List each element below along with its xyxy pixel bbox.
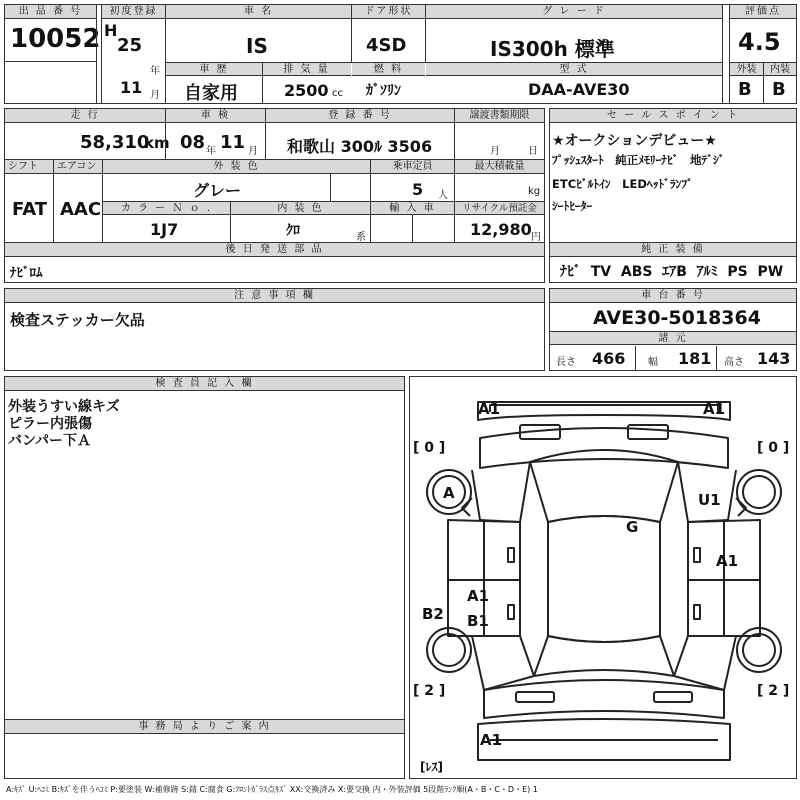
door-type: 4SD xyxy=(366,35,407,56)
chassis-number: AVE30-5018364 xyxy=(593,307,761,329)
equip-tv: TV xyxy=(590,264,612,280)
recycle-unit: 円 xyxy=(531,232,541,243)
grade: IS300h 標準 xyxy=(490,37,615,61)
lot-header: 出 品 番 号 xyxy=(5,5,96,19)
score-header: 評価点 xyxy=(730,5,796,19)
score: 4.5 xyxy=(738,28,781,56)
equip-abs: ABS xyxy=(620,264,653,280)
color-number: 1J7 xyxy=(150,220,179,239)
caution-text: 検査ステッカー欠品 xyxy=(10,311,145,329)
insp-month-unit: 月 xyxy=(248,146,258,157)
tire-fr: [ 0 ] xyxy=(757,440,790,456)
sales-line-4: ｼｰﾄﾋｰﾀｰ xyxy=(552,199,593,213)
equip-ps: PS xyxy=(727,264,748,280)
interior-color: ｸﾛ xyxy=(286,223,300,239)
recycle-header: リサイクル預託金 xyxy=(455,202,544,215)
fuel: ｶﾞｿﾘﾝ xyxy=(366,83,401,99)
history-header: 車 歴 xyxy=(166,63,262,76)
capacity-header: 乗車定員 xyxy=(371,160,454,174)
month-unit: 月 xyxy=(150,90,160,101)
plate-number: 和歌山 300ﾙ 3506 xyxy=(287,137,433,156)
inspector-line-3: バンパー下Ａ xyxy=(8,433,92,449)
model-code: DAA-AVE30 xyxy=(528,80,630,99)
displacement: 2500 xyxy=(284,81,329,100)
length-label: 長さ xyxy=(556,357,576,368)
import-header: 輸 入 車 xyxy=(371,202,454,215)
mark-front-left: A1 xyxy=(478,400,501,418)
inspector-line-2: ピラー内張傷 xyxy=(8,416,92,432)
year-unit: 年 xyxy=(150,66,160,77)
mark-rear: A1 xyxy=(480,731,503,749)
load-unit: kg xyxy=(528,186,541,197)
grade-header: グ レ ー ド xyxy=(426,5,722,19)
ext-header: 外装 xyxy=(730,63,763,76)
equipment-header: 純 正 装 備 xyxy=(550,243,796,257)
mark-left-rocker: B2 xyxy=(422,605,444,623)
car-name: IS xyxy=(246,34,268,58)
mark-fr-fender: U1 xyxy=(698,491,721,509)
exterior-color: グレー xyxy=(193,181,242,200)
mark-right-door: A1 xyxy=(716,552,739,570)
mark-left-door: A1 xyxy=(467,587,490,605)
fuel-header: 燃 料 xyxy=(352,63,425,76)
tire-rr: [ 2 ] xyxy=(757,683,790,699)
mark-fl-wheel: A xyxy=(443,484,455,502)
mileage: 58,310 xyxy=(80,132,150,153)
reg-year: 25 xyxy=(117,35,143,56)
car-diagram-box xyxy=(409,376,797,779)
inspector-header: 検 査 員 記 入 欄 xyxy=(5,377,404,391)
plate-header: 登 録 番 号 xyxy=(266,109,454,123)
era: H xyxy=(104,21,118,40)
mark-roof: G xyxy=(626,518,639,536)
recycle-fee: 12,980 xyxy=(470,220,532,239)
int-header: 内装 xyxy=(764,63,796,76)
shift-header: シフト xyxy=(5,160,53,174)
mark-left-door-2: B1 xyxy=(467,612,489,630)
equip-airbag: ｴｱB xyxy=(662,264,687,280)
width-label: 幅 xyxy=(648,357,658,368)
sales-header: セ ー ル ス ポ イ ン ト xyxy=(550,109,796,123)
sales-line-3: ETCﾋﾞﾙﾄｲﾝ LEDﾍｯﾄﾞﾗﾝﾌﾟ xyxy=(552,177,693,191)
spec-header: 諸 元 xyxy=(550,331,796,345)
shift: FAT xyxy=(12,199,48,220)
tire-rl: [ 2 ] xyxy=(413,683,446,699)
mileage-unit: km xyxy=(144,134,170,152)
load-header: 最大積載量 xyxy=(455,160,544,174)
interior-header: 内 装 色 xyxy=(231,202,370,215)
equipment-list xyxy=(560,261,783,281)
tire-spare: [ﾚｽ] xyxy=(420,760,443,774)
later-parts-header: 後 日 発 送 部 品 xyxy=(5,243,544,257)
model-header: 型 式 xyxy=(426,63,722,76)
history: 自家用 xyxy=(184,83,238,104)
door-header: ドア形状 xyxy=(352,5,425,19)
capacity-unit: 人 xyxy=(438,190,448,201)
inspection-header: 車 検 xyxy=(166,109,265,123)
transfer-day-unit: 日 xyxy=(528,146,538,157)
sales-line-1: ★オークションデビュー★ xyxy=(552,133,717,149)
reg-month: 11 xyxy=(120,78,143,97)
color-header: 外 装 色 xyxy=(103,160,370,174)
tire-fl: [ 0 ] xyxy=(413,440,446,456)
name-header: 車 名 xyxy=(166,5,351,19)
width: 181 xyxy=(678,349,712,368)
height-label: 高さ xyxy=(724,357,744,368)
transfer-month-unit: 月 xyxy=(490,146,500,157)
height: 143 xyxy=(757,349,791,368)
inspection-year: 08 xyxy=(180,132,206,153)
caution-header: 注 意 事 項 欄 xyxy=(5,289,544,303)
ac-header: エアコン xyxy=(54,160,102,174)
int-grade: B xyxy=(772,79,786,100)
chassis-header: 車 台 番 号 xyxy=(550,289,796,303)
equip-alloy: ｱﾙﾐ xyxy=(696,264,718,280)
inspector-line-1: 外装うすい線キズ xyxy=(8,399,120,415)
length: 466 xyxy=(592,349,626,368)
reg-header: 初度登録 xyxy=(102,5,165,19)
transfer-header: 譲渡書類期限 xyxy=(455,109,544,123)
interior-unit: 系 xyxy=(356,232,366,243)
insp-year-unit: 年 xyxy=(206,146,216,157)
inspection-month: 11 xyxy=(220,132,246,153)
capacity: 5 xyxy=(412,180,424,199)
lot-number: 10052 xyxy=(10,24,101,54)
mileage-header: 走 行 xyxy=(5,109,165,123)
ext-grade: B xyxy=(738,79,752,100)
mark-front-right: A1 xyxy=(703,400,726,418)
later-parts: ﾅﾋﾞﾛﾑ xyxy=(10,266,43,281)
disp-unit: cc xyxy=(332,88,343,99)
legend: A:ｷｽﾞ U:ﾍｺﾐ B:ｷｽﾞを伴うﾍｺﾐ P:要塗装 W:補修跡 S:錆 C:腐食 G:ﾌﾛﾝﾄｶﾞﾗｽ点ｷｽﾞ XX:交換済み X:要交換 内・外装評価 5段階ﾗﾝｸ順(A・B・C・D・E) 1 xyxy=(6,785,538,794)
sales-line-2: ﾌﾟｯｼｭｽﾀｰﾄ 純正ﾒﾓﾘｰﾅﾋﾞ 地ﾃﾞｼﾞ xyxy=(552,153,725,167)
equip-navi: ﾅﾋﾞ xyxy=(560,264,581,280)
equip-pw: PW xyxy=(757,264,784,280)
office-header: 事 務 局 よ り ご 案 内 xyxy=(5,720,404,734)
air-con: AAC xyxy=(60,199,102,220)
disp-header: 排 気 量 xyxy=(262,63,351,76)
colorno-header: カ ラ ー Ｎ ｏ . xyxy=(103,202,230,215)
